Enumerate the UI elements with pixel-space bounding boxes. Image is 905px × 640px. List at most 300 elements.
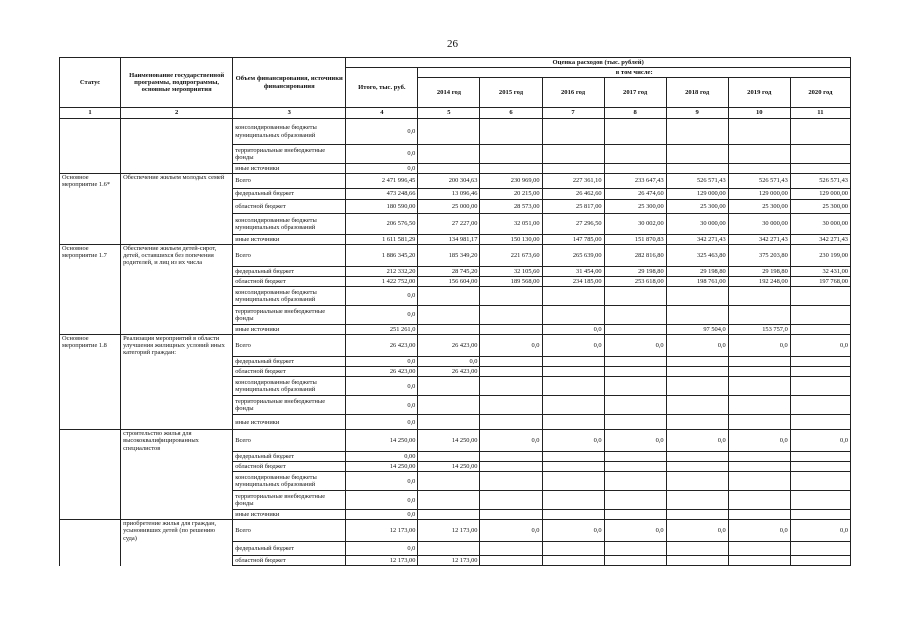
row-year-value: 198 761,00 (666, 277, 728, 287)
row-year-value (728, 119, 790, 145)
row-year-value (418, 396, 480, 415)
table-row (60, 199, 851, 213)
row-status (60, 415, 121, 430)
row-year-value: 13 096,46 (418, 188, 480, 199)
row-year-value: 342 271,43 (666, 234, 728, 244)
row-year-value (418, 119, 480, 145)
row-year-value (666, 377, 728, 396)
row-year-value (790, 396, 850, 415)
row-year-value (728, 542, 790, 556)
row-status (60, 188, 121, 199)
row-year-value: 151 870,83 (604, 234, 666, 244)
row-year-value (480, 145, 542, 164)
row-year-value (666, 415, 728, 430)
row-status (60, 491, 121, 510)
column-number: 2 (121, 108, 233, 119)
row-year-value (728, 462, 790, 472)
row-year-value (666, 119, 728, 145)
row-year-value (542, 472, 604, 491)
row-year-value (480, 306, 542, 325)
row-year-value: 134 981,17 (418, 234, 480, 244)
row-total: 0,0 (346, 510, 418, 520)
row-year-value: 27 296,50 (542, 213, 604, 234)
row-name (121, 267, 233, 277)
row-year-value: 32 105,60 (480, 267, 542, 277)
table-row (60, 357, 851, 367)
row-year-value (418, 491, 480, 510)
row-year-value (666, 472, 728, 491)
row-total: 0,0 (346, 164, 418, 174)
row-status (60, 430, 121, 452)
row-source: Всего (233, 520, 346, 542)
row-year-value (790, 452, 850, 462)
row-name (121, 213, 233, 234)
row-status (60, 213, 121, 234)
row-total: 251 261,0 (346, 325, 418, 335)
row-name (121, 357, 233, 367)
row-year-value: 282 816,80 (604, 244, 666, 266)
row-total: 180 590,00 (346, 199, 418, 213)
table-row (60, 542, 851, 556)
row-source: федеральный бюджет (233, 188, 346, 199)
row-year-value: 156 604,00 (418, 277, 480, 287)
row-source: федеральный бюджет (233, 357, 346, 367)
row-year-value: 27 227,00 (418, 213, 480, 234)
row-total: 0,0 (346, 472, 418, 491)
row-year-value: 0,0 (604, 335, 666, 357)
row-year-value (604, 357, 666, 367)
row-source: консолидированные бюджеты муниципальных образований (233, 213, 346, 234)
row-status (60, 119, 121, 145)
row-year-value (418, 415, 480, 430)
row-year-value (666, 367, 728, 377)
row-year-value: 0,0 (604, 430, 666, 452)
row-year-value: 189 568,00 (480, 277, 542, 287)
table-body (60, 119, 851, 566)
row-total: 0,0 (346, 542, 418, 556)
row-year-value (728, 415, 790, 430)
row-year-value (728, 452, 790, 462)
row-year-value: 342 271,43 (728, 234, 790, 244)
row-year-value (790, 491, 850, 510)
table-row (60, 377, 851, 396)
row-year-value (790, 542, 850, 556)
table-row (60, 174, 851, 189)
row-source: областной бюджет (233, 556, 346, 566)
row-year-value: 0,0 (418, 357, 480, 367)
row-name (121, 164, 233, 174)
row-year-value: 25 000,00 (418, 199, 480, 213)
row-year-value (542, 145, 604, 164)
header-year: 2014 год (418, 78, 480, 108)
column-number: 11 (790, 108, 850, 119)
row-status (60, 462, 121, 472)
column-number: 4 (346, 108, 418, 119)
row-total: 0,0 (346, 119, 418, 145)
row-year-value (666, 491, 728, 510)
row-year-value (728, 510, 790, 520)
column-number: 9 (666, 108, 728, 119)
row-year-value: 25 300,00 (666, 199, 728, 213)
row-name (121, 452, 233, 462)
row-source: федеральный бюджет (233, 267, 346, 277)
row-year-value (542, 357, 604, 367)
header-estimate: Оценка расходов (тыс. рублей) (346, 58, 851, 68)
table-row (60, 520, 851, 542)
row-status (60, 377, 121, 396)
row-total: 26 423,00 (346, 367, 418, 377)
row-year-value: 12 173,00 (418, 556, 480, 566)
row-name (121, 415, 233, 430)
row-total: 0,00 (346, 452, 418, 462)
row-status: Основное мероприятие 1.7 (60, 244, 121, 266)
row-year-value: 526 571,43 (666, 174, 728, 189)
header-financing: Объем финансирования, источники финансирования (233, 58, 346, 108)
table-row (60, 213, 851, 234)
column-number: 1 (60, 108, 121, 119)
row-year-value: 25 300,00 (790, 199, 850, 213)
row-year-value (790, 367, 850, 377)
row-name (121, 199, 233, 213)
row-year-value: 26 462,60 (542, 188, 604, 199)
row-year-value (666, 306, 728, 325)
column-number: 8 (604, 108, 666, 119)
row-year-value (604, 367, 666, 377)
row-year-value: 0,0 (728, 335, 790, 357)
row-year-value (604, 452, 666, 462)
row-year-value: 150 130,00 (480, 234, 542, 244)
row-year-value: 0,0 (480, 335, 542, 357)
row-name (121, 510, 233, 520)
row-name (121, 325, 233, 335)
table-row (60, 145, 851, 164)
row-year-value (790, 377, 850, 396)
column-number: 10 (728, 108, 790, 119)
row-name: Реализация мероприятий в области улучшения жилищных условий иных категорий граждан: (121, 335, 233, 357)
row-year-value (666, 396, 728, 415)
row-status (60, 472, 121, 491)
row-year-value: 29 198,80 (728, 267, 790, 277)
row-name: Обеспечение жильем детей-сирот, детей, оставшихся без попечения родителей, и лиц из их числа (121, 244, 233, 266)
row-year-value: 197 768,00 (790, 277, 850, 287)
row-year-value (790, 164, 850, 174)
row-year-value: 26 474,60 (604, 188, 666, 199)
row-year-value: 0,0 (480, 430, 542, 452)
row-year-value: 342 271,43 (790, 234, 850, 244)
row-year-value: 25 300,00 (604, 199, 666, 213)
row-source: территориальные внебюджетные фонды (233, 491, 346, 510)
header-year: 2015 год (480, 78, 542, 108)
row-year-value (666, 357, 728, 367)
row-name (121, 491, 233, 510)
row-year-value (604, 462, 666, 472)
header-year: 2018 год (666, 78, 728, 108)
row-year-value (542, 306, 604, 325)
row-year-value: 30 000,00 (728, 213, 790, 234)
row-name (121, 462, 233, 472)
row-year-value (542, 491, 604, 510)
row-year-value: 26 423,00 (418, 367, 480, 377)
row-name (121, 287, 233, 306)
row-year-value (542, 164, 604, 174)
row-year-value: 32 051,00 (480, 213, 542, 234)
row-source: Всего (233, 430, 346, 452)
row-year-value (666, 164, 728, 174)
table-row (60, 234, 851, 244)
row-year-value (418, 452, 480, 462)
row-year-value (418, 472, 480, 491)
row-year-value (604, 556, 666, 566)
row-year-value (790, 119, 850, 145)
row-source: областной бюджет (233, 462, 346, 472)
column-number: 5 (418, 108, 480, 119)
row-source: иные источники (233, 164, 346, 174)
row-year-value (604, 472, 666, 491)
table-row (60, 510, 851, 520)
table-row (60, 287, 851, 306)
row-year-value: 526 571,43 (790, 174, 850, 189)
table-row (60, 452, 851, 462)
row-total: 26 423,00 (346, 335, 418, 357)
row-year-value (666, 145, 728, 164)
row-year-value: 129 000,00 (790, 188, 850, 199)
row-year-value: 0,0 (666, 520, 728, 542)
header-year: 2016 год (542, 78, 604, 108)
row-year-value (604, 377, 666, 396)
row-year-value (480, 542, 542, 556)
table-row (60, 367, 851, 377)
table-row (60, 396, 851, 415)
row-total: 14 250,00 (346, 462, 418, 472)
header-total: Итого, тыс. руб. (346, 68, 418, 108)
row-name (121, 377, 233, 396)
row-year-value (790, 145, 850, 164)
row-year-value (542, 510, 604, 520)
row-name (121, 188, 233, 199)
row-year-value (480, 164, 542, 174)
row-year-value (604, 491, 666, 510)
row-name (121, 396, 233, 415)
row-status (60, 452, 121, 462)
row-year-value: 129 000,00 (728, 188, 790, 199)
row-year-value (790, 415, 850, 430)
row-total: 206 576,50 (346, 213, 418, 234)
row-year-value (728, 396, 790, 415)
row-year-value (728, 164, 790, 174)
row-total: 0,0 (346, 415, 418, 430)
row-status (60, 145, 121, 164)
row-year-value (480, 415, 542, 430)
table-row (60, 491, 851, 510)
row-status (60, 199, 121, 213)
row-year-value (542, 415, 604, 430)
row-year-value (604, 542, 666, 556)
row-year-value: 185 349,20 (418, 244, 480, 266)
column-number: 7 (542, 108, 604, 119)
row-year-value: 0,0 (728, 520, 790, 542)
row-year-value: 29 198,80 (604, 267, 666, 277)
row-name: приобретение жилья для граждан, усыновивших детей (по решению суда) (121, 520, 233, 542)
table-row (60, 267, 851, 277)
row-year-value (790, 357, 850, 367)
row-year-value: 0,0 (542, 335, 604, 357)
row-source: территориальные внебюджетные фонды (233, 306, 346, 325)
row-total: 0,0 (346, 377, 418, 396)
row-year-value: 28 745,20 (418, 267, 480, 277)
row-year-value: 0,0 (542, 520, 604, 542)
row-source: территориальные внебюджетные фонды (233, 396, 346, 415)
row-year-value: 0,0 (790, 520, 850, 542)
row-year-value (790, 510, 850, 520)
row-source: областной бюджет (233, 367, 346, 377)
row-year-value: 0,0 (790, 430, 850, 452)
row-year-value: 253 618,00 (604, 277, 666, 287)
row-status (60, 367, 121, 377)
page-number: 26 (447, 38, 458, 50)
row-year-value: 230 199,00 (790, 244, 850, 266)
row-year-value (480, 491, 542, 510)
row-year-value (542, 396, 604, 415)
row-year-value (666, 452, 728, 462)
row-total: 1 886 345,20 (346, 244, 418, 266)
row-source: федеральный бюджет (233, 452, 346, 462)
row-source: территориальные внебюджетные фонды (233, 145, 346, 164)
row-year-value (480, 472, 542, 491)
row-status (60, 325, 121, 335)
row-year-value (418, 164, 480, 174)
column-number: 3 (233, 108, 346, 119)
table-row (60, 244, 851, 266)
row-year-value (418, 306, 480, 325)
row-status (60, 357, 121, 367)
row-year-value (790, 325, 850, 335)
row-year-value: 0,0 (542, 325, 604, 335)
row-year-value (542, 542, 604, 556)
header-status: Статус (60, 58, 121, 108)
row-year-value (418, 542, 480, 556)
row-total: 0,0 (346, 491, 418, 510)
row-source: Всего (233, 335, 346, 357)
row-year-value (728, 145, 790, 164)
table-row (60, 119, 851, 145)
row-status (60, 396, 121, 415)
row-year-value: 221 673,60 (480, 244, 542, 266)
row-year-value (604, 119, 666, 145)
row-year-value (728, 472, 790, 491)
row-year-value (666, 542, 728, 556)
header-including: в том числе: (418, 68, 851, 78)
row-total: 2 471 996,45 (346, 174, 418, 189)
row-year-value: 265 639,00 (542, 244, 604, 266)
row-source: Всего (233, 174, 346, 189)
row-name: строительство жилья для высококвалифицированных специалистов (121, 430, 233, 452)
row-year-value (418, 325, 480, 335)
row-source: консолидированные бюджеты муниципальных образований (233, 377, 346, 396)
table-row (60, 472, 851, 491)
row-total: 14 250,00 (346, 430, 418, 452)
table-row (60, 325, 851, 335)
row-year-value (418, 510, 480, 520)
table-row (60, 164, 851, 174)
row-name (121, 472, 233, 491)
row-year-value (418, 287, 480, 306)
row-source: иные источники (233, 234, 346, 244)
row-year-value: 227 361,10 (542, 174, 604, 189)
table-row (60, 277, 851, 287)
row-year-value: 0,0 (666, 335, 728, 357)
row-source: федеральный бюджет (233, 542, 346, 556)
row-status (60, 510, 121, 520)
row-status (60, 306, 121, 325)
row-status (60, 164, 121, 174)
header-year: 2020 год (790, 78, 850, 108)
row-year-value: 230 969,00 (480, 174, 542, 189)
row-year-value (666, 287, 728, 306)
row-source: иные источники (233, 325, 346, 335)
row-year-value (542, 377, 604, 396)
row-year-value: 375 203,80 (728, 244, 790, 266)
row-source: иные источники (233, 510, 346, 520)
row-source: Всего (233, 244, 346, 266)
row-year-value (418, 145, 480, 164)
row-year-value: 25 817,00 (542, 199, 604, 213)
row-year-value: 325 463,80 (666, 244, 728, 266)
row-year-value: 0,0 (604, 520, 666, 542)
table-row (60, 462, 851, 472)
row-total: 0,0 (346, 357, 418, 367)
row-year-value (480, 357, 542, 367)
row-status (60, 287, 121, 306)
row-source: консолидированные бюджеты муниципальных образований (233, 287, 346, 306)
row-status (60, 542, 121, 556)
row-year-value: 30 002,00 (604, 213, 666, 234)
row-total: 1 422 752,00 (346, 277, 418, 287)
table-row (60, 556, 851, 566)
row-status: Основное мероприятие 1.8 (60, 335, 121, 357)
row-year-value: 234 185,00 (542, 277, 604, 287)
row-year-value (480, 325, 542, 335)
row-total: 0,0 (346, 396, 418, 415)
row-status (60, 556, 121, 566)
table-row (60, 188, 851, 199)
row-year-value: 28 573,00 (480, 199, 542, 213)
row-year-value: 0,0 (666, 430, 728, 452)
row-status: Основное мероприятие 1.6* (60, 174, 121, 189)
row-year-value (604, 145, 666, 164)
row-year-value (542, 556, 604, 566)
row-year-value (480, 119, 542, 145)
row-year-value: 233 647,43 (604, 174, 666, 189)
row-year-value (728, 357, 790, 367)
row-source: консолидированные бюджеты муниципальных образований (233, 472, 346, 491)
row-year-value (480, 396, 542, 415)
row-year-value (542, 367, 604, 377)
row-year-value (728, 377, 790, 396)
header-year: 2017 год (604, 78, 666, 108)
row-year-value (542, 119, 604, 145)
row-year-value: 12 173,00 (418, 520, 480, 542)
table-row (60, 415, 851, 430)
row-year-value: 26 423,00 (418, 335, 480, 357)
row-year-value: 192 248,00 (728, 277, 790, 287)
row-year-value (604, 164, 666, 174)
row-total: 0,0 (346, 306, 418, 325)
row-year-value (480, 556, 542, 566)
row-year-value: 526 571,43 (728, 174, 790, 189)
row-source: областной бюджет (233, 277, 346, 287)
row-year-value: 29 198,80 (666, 267, 728, 277)
header-name: Наименование государственной программы, подпрограммы, основные мероприятия (121, 58, 233, 108)
